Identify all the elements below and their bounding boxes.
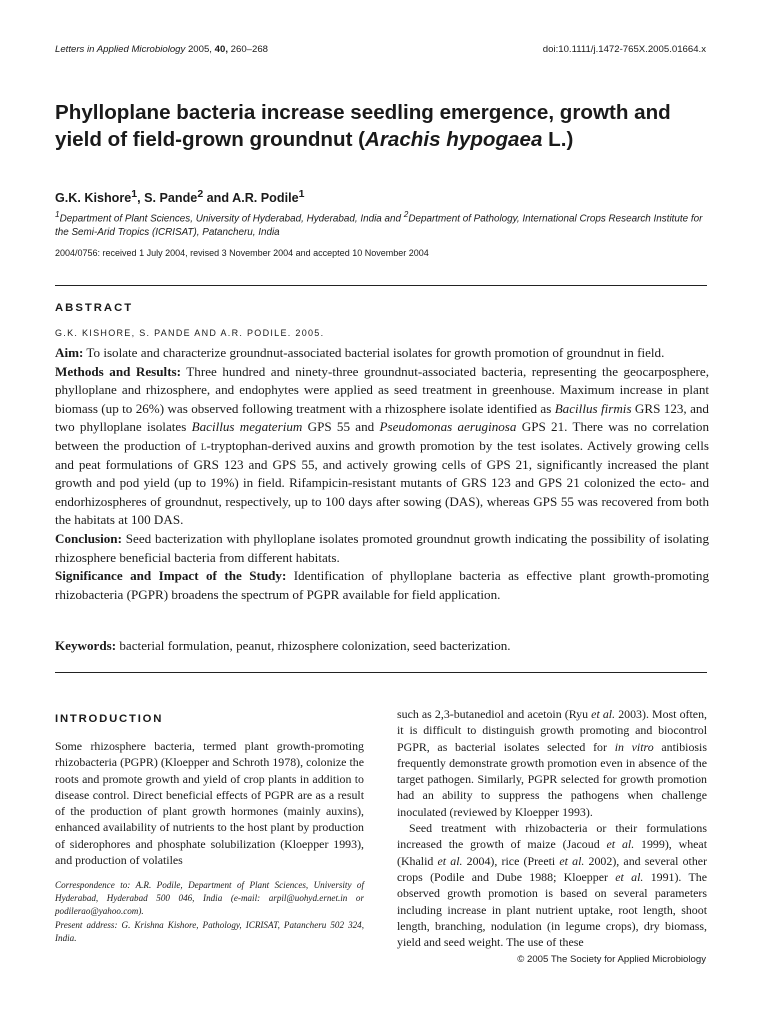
journal-citation — [55, 44, 268, 55]
affil-2: Department of Pathology, International Crops Research Institute for the Semi-Arid Tropics (ICRISAT), Patancheru, India — [55, 213, 703, 239]
intro-text: 1999), wheat (Khalid — [397, 837, 708, 868]
journal-volume: 40, — [214, 44, 228, 55]
et-al: et al. — [591, 707, 616, 721]
et-al: et al. — [559, 853, 585, 868]
received-dates: 2004/0756: received 1 July 2004, revised 3 November 2004 and accepted 10 November 2004 — [55, 248, 429, 258]
divider-top — [55, 285, 707, 286]
intro-column-right — [397, 706, 707, 950]
present-address: Present address: G. Krishna Kishore, Pathology, ICRISAT, Patancheru 502 324, India. — [55, 919, 364, 943]
intro-paragraph-1: Some rhizosphere bacteria, termed plant growth-promoting rhizobacteria (PGPR) (Kloepper and Schroth 1978), colonize the roots and promote growth and yield of crop plants in addition to disease control. Direct beneficial effects of PGPR are as a result of the production of plant growth hormones (mainly auxins), enhanced availability of nutrients to the host plant by production of siderophores and phosphate solubilization (Kloepper 1993), and production of volatiles — [55, 739, 364, 868]
methods-text: Three hundred and ninety-three groundnut-associated bacteria, representing the geocarposphere, phylloplane and rhizosphere, and endophytes were applied as seed treatment in greenhouse. Maximum increase in plant biomass (up to 26%) was observed following treatment with a rhizosphere isolate identified as — [55, 363, 709, 416]
doi: doi:10.1111/j.1472-765X.2005.01664.x — [542, 44, 706, 55]
abstract-heading: ABSTRACT — [55, 302, 134, 314]
author-list — [55, 188, 304, 205]
et-al: et al. — [437, 853, 463, 868]
intro-text: 2004), rice (Preeti — [462, 853, 560, 868]
abstract-significance — [55, 567, 709, 604]
significance-label: Significance and Impact of the Study: — [55, 568, 287, 584]
conclusion-text: Seed bacterization with phylloplane isolates promoted groundnut growth indicating the possibility of isolating rhizosphere beneficial bacteria from different habitats. — [55, 530, 709, 565]
abstract-aim — [55, 344, 709, 363]
copyright: © 2005 The Society for Applied Microbiology — [517, 954, 706, 965]
intro-text: 2003). Most often, it is difficult to distinguish growth promoting and biocontrol PGPR, as bacterial isolates selected for — [397, 707, 707, 754]
conclusion-label: Conclusion: — [55, 530, 122, 546]
author-1: G.K. Kishore — [55, 191, 132, 206]
affil-marker-2: 2 — [403, 210, 409, 219]
methods-text: GPS 21. There was no correlation between the production of — [55, 419, 709, 453]
methods-text: GPS 55 and — [302, 419, 380, 435]
keywords — [55, 637, 709, 655]
affil-marker-1: 1 — [55, 210, 60, 219]
correspondence-footnote — [55, 879, 364, 945]
abstract-methods — [55, 363, 709, 530]
correspondence: Correspondence to: A.R. Podile, Department of Plant Sciences, University of Hyderabad, Hyderabad 500 046, India (e-mail: arpil@uohyd.ernet.in or podilerao@yahoo.com). — [55, 880, 364, 917]
species-name: Bacillus firmis — [554, 400, 632, 416]
intro-text: 2002), and several other crops (Podile and Dube 1988; Kloepper — [397, 853, 708, 884]
author-sep: and — [203, 191, 233, 206]
journal-name: Letters in Applied Microbiology — [55, 44, 186, 55]
running-head — [55, 44, 706, 58]
et-al: et al. — [606, 837, 635, 852]
intro-paragraph-1-cont — [397, 706, 707, 820]
author-3: A.R. Podile — [232, 191, 299, 206]
methods-text: GRS 123, and two phylloplane isolates — [55, 400, 709, 435]
journal-year: 2005, — [187, 44, 212, 55]
title-text: Phylloplane bacteria increase seedling emergence, growth and yield of field-grown groundnut ( — [55, 101, 671, 151]
aim-text: To isolate and characterize groundnut-associated bacterial isolates for growth promotion of groundnut in field. — [83, 345, 665, 360]
abstract-conclusion — [55, 530, 709, 567]
significance-text: Identification of phylloplane bacteria as effective plant growth-promoting rhizobacteria (PGPR) broadens the spectrum of PGPR available for field application. — [55, 568, 709, 602]
methods-text: -tryptophan-derived auxins and growth promotion by the test isolates. Actively growing cells and peat formulations of GRS 123 and GPS 55, and actively growing cells of GPS 21, significantly increased the plant growth and pod yield (up to 19%) in field. Rifampicin-resistant mutants of GRS 123 and GPS 21 colonized the ecto- and endorhizospheres of groundnut, respectively, up to 100 days after sowing (DAS), whereas GPS 55 was recovered from both the habitats at 100 DAS. — [55, 437, 709, 528]
methods-label: Methods and Results: — [55, 363, 182, 379]
affil-1: Department of Plant Sciences, University of Hyderabad, Hyderabad, India and — [59, 213, 404, 225]
author-1-affil: 1 — [131, 188, 138, 200]
species-name: Bacillus megaterium — [191, 419, 303, 435]
keywords-label: Keywords: — [55, 638, 117, 653]
intro-text: Seed treatment with rhizobacteria or their formulations increased the growth of maize (Jacoud — [397, 821, 707, 852]
species-name: Pseudomonas aeruginosa — [379, 419, 517, 435]
author-sep: , — [137, 191, 145, 206]
author-2: S. Pande — [144, 191, 198, 206]
aim-label: Aim: — [55, 345, 84, 360]
divider-bottom — [55, 672, 707, 673]
l-form-smallcaps: l — [200, 437, 207, 453]
intro-text: 1991). The observed growth promotion is based on several parameters including increase in plant nutrient uptake, root length, shoot length, branching, nodulation (in legume crops), dry biomass, yield and seed weight. The use of these — [397, 869, 707, 950]
journal-pages: 260–268 — [230, 44, 269, 55]
title-species: Arachis hypogaea — [365, 128, 543, 151]
article-title — [55, 99, 715, 153]
intro-text: antibiosis frequently demonstrate growth promotion even in absence of the target pathogen. Similarly, PGPR selected for growth promotion had an ability to suppress the pathogens when challenge inoculated (reviewed by Kloepper 1993). — [397, 739, 707, 819]
intro-text: such as 2,3-butanediol and acetoin (Ryu — [397, 707, 592, 721]
intro-paragraph-2 — [397, 820, 707, 950]
author-3-affil: 1 — [298, 188, 305, 200]
in-vitro: in vitro — [614, 739, 654, 754]
author-2-affil: 2 — [197, 188, 204, 200]
abstract-body — [55, 344, 709, 604]
introduction-heading: INTRODUCTION — [55, 713, 164, 725]
keywords-text: bacterial formulation, peanut, rhizosphere colonization, seed bacterization. — [116, 638, 511, 653]
title-end: L.) — [542, 128, 574, 151]
affiliations — [55, 208, 715, 240]
intro-column-left — [55, 738, 364, 868]
et-al: et al. — [615, 869, 644, 884]
abstract-authors: G.K. KISHORE, S. PANDE AND A.R. PODILE. 2005. — [55, 328, 325, 338]
